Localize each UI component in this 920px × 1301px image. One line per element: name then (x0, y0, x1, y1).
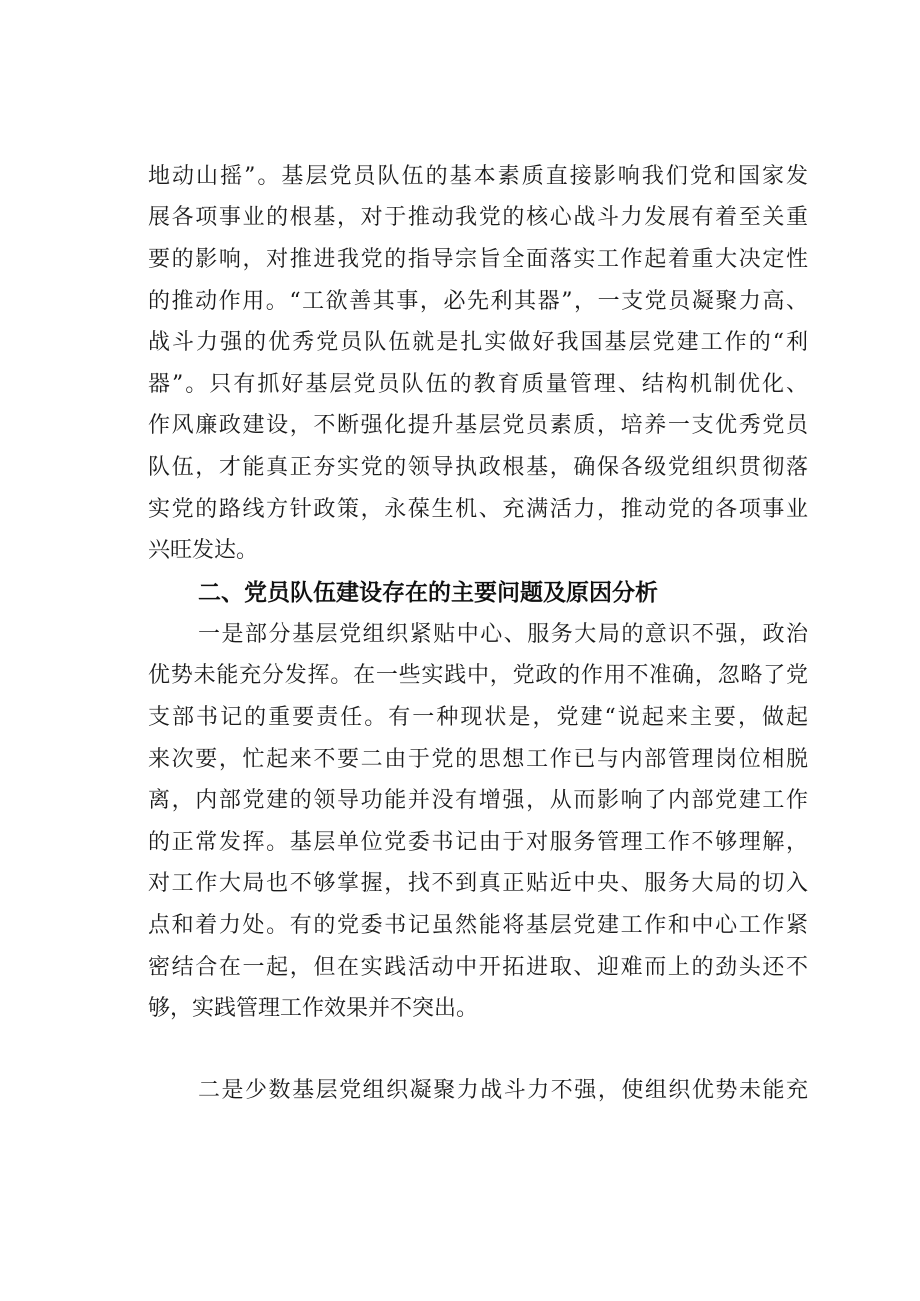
paragraph-line: 够，实践管理工作效果并不突出。 (148, 996, 479, 1021)
paragraph-line: 点和着力处。有的党委书记虽然能将基层党建工作和中心工作紧 (148, 913, 808, 938)
paragraph-line: 支部书记的重要责任。有一种现状是，党建“说起来主要，做起 (148, 705, 808, 730)
paragraph-line: 二是少数基层党组织凝聚力战斗力不强，使组织优势未能充 (198, 1078, 808, 1103)
section-heading: 二、党员队伍建设存在的主要问题及原因分析 (198, 580, 658, 606)
paragraph-line: 战斗力强的优秀党员队伍就是扎实做好我国基层党建工作的“利 (148, 330, 808, 355)
paragraph-line: 要的影响，对推进我党的指导宗旨全面落实工作起着重大决定性 (148, 247, 808, 272)
paragraph-line: 对工作大局也不够掌握，找不到真正贴近中央、服务大局的切入 (148, 871, 808, 896)
paragraph-line: 器”。只有抓好基层党员队伍的教育质量管理、结构机制优化、 (148, 372, 808, 397)
paragraph-line: 地动山摇”。基层党员队伍的基本素质直接影响我们党和国家发 (148, 164, 808, 189)
paragraph-line: 的正常发挥。基层单位党委书记由于对服务管理工作不够理解， (148, 830, 808, 855)
paragraph-line: 一是部分基层党组织紧贴中心、服务大局的意识不强，政治 (198, 622, 808, 647)
paragraph-line: 兴旺发达。 (148, 538, 259, 563)
paragraph-line: 优势未能充分发挥。在一些实践中，党政的作用不准确，忽略了党 (148, 663, 808, 688)
paragraph-line: 离，内部党建的领导功能并没有增强，从而影响了内部党建工作 (148, 788, 808, 813)
paragraph-line: 展各项事业的根基，对于推动我党的核心战斗力发展有着至关重 (148, 205, 808, 230)
paragraph-line: 的推动作用。“工欲善其事，必先利其器”，一支党员凝聚力高、 (148, 289, 808, 314)
paragraph-line: 作风廉政建设，不断强化提升基层党员素质，培养一支优秀党员 (148, 413, 808, 438)
paragraph-line: 来次要，忙起来不要二由于党的思想工作已与内部管理岗位相脱 (148, 747, 808, 772)
paragraph-line: 密结合在一起，但在实践活动中开拓进取、迎难而上的劲头还不 (148, 955, 808, 980)
paragraph-line: 队伍，才能真正夯实党的领导执政根基，确保各级党组织贯彻落 (148, 455, 808, 480)
paragraph-line: 实党的路线方针政策，永葆生机、充满活力，推动党的各项事业 (148, 497, 808, 522)
